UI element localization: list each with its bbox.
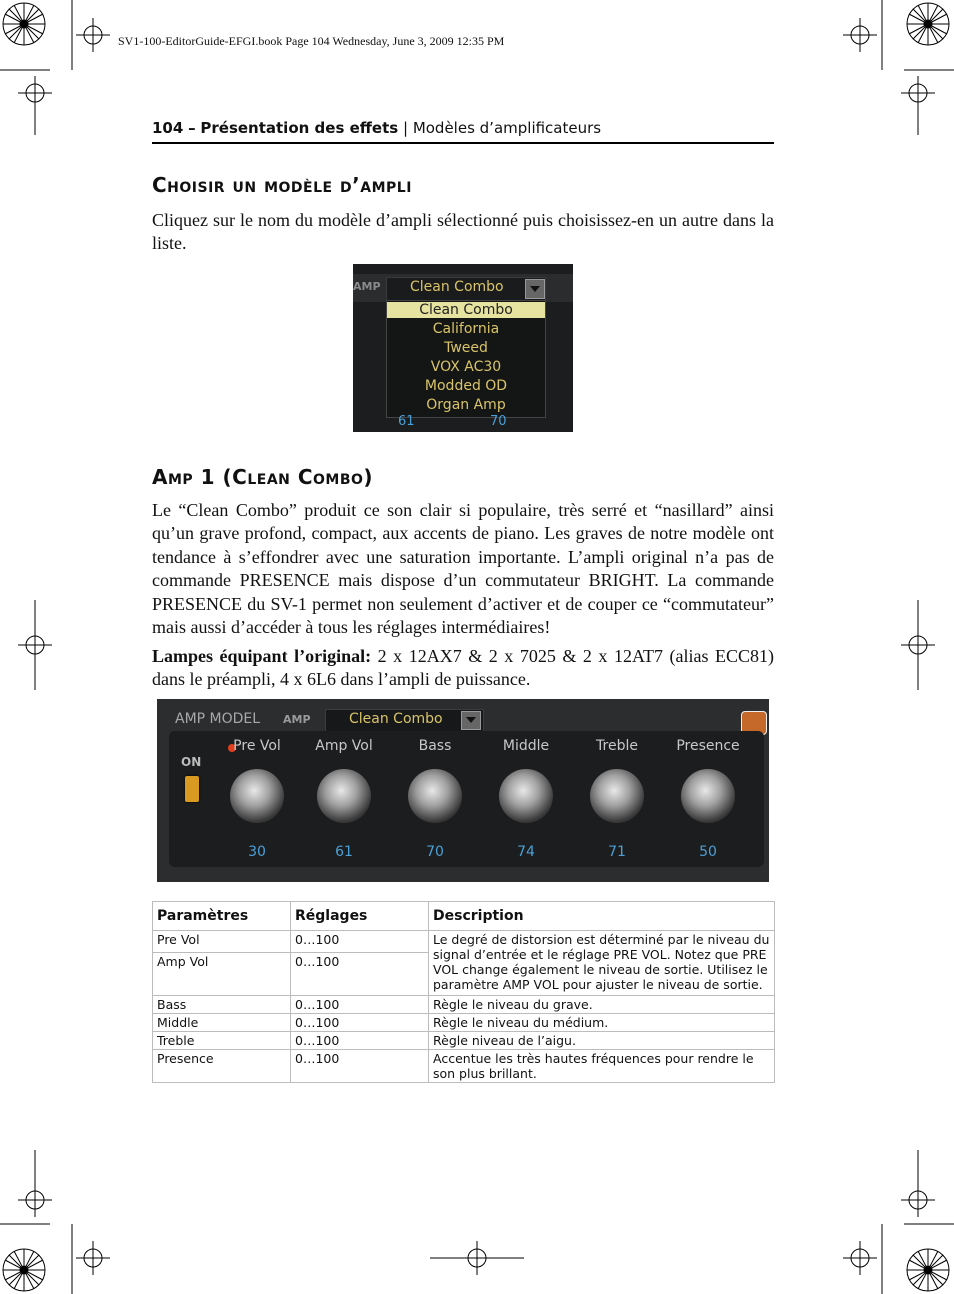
knob-presence[interactable] bbox=[681, 769, 735, 823]
tubes-paragraph bbox=[152, 645, 774, 692]
dropdown-screenshot bbox=[353, 264, 573, 432]
range-cell: 0…100 bbox=[291, 996, 429, 1014]
header-section: Présentation des effets bbox=[200, 119, 399, 137]
knob-pre-vol[interactable] bbox=[230, 769, 284, 823]
running-header bbox=[152, 119, 774, 137]
column-header: Réglages bbox=[291, 902, 429, 931]
knob-value-middle: 74 bbox=[517, 844, 535, 860]
knob-middle[interactable] bbox=[499, 769, 553, 823]
knob-amp-vol[interactable] bbox=[317, 769, 371, 823]
starburst-bottom-right-icon bbox=[907, 1249, 949, 1291]
starburst-top-left-icon bbox=[3, 3, 45, 45]
model-option[interactable]: California bbox=[432, 321, 500, 337]
tubes-label: Lampes équipant l’original: bbox=[152, 646, 372, 666]
table-row bbox=[153, 996, 775, 1014]
knob-label-pre-vol: Pre Vol bbox=[233, 738, 281, 754]
knob-treble[interactable] bbox=[590, 769, 644, 823]
range-cell: 0…100 bbox=[291, 931, 429, 953]
model-option-list bbox=[386, 300, 546, 418]
range-cell: 0…100 bbox=[291, 953, 429, 996]
header-subsection: Modèles d’amplificateurs bbox=[412, 119, 602, 137]
knob-label-treble: Treble bbox=[596, 738, 638, 754]
param-cell: Pre Vol bbox=[153, 931, 291, 953]
knob-value-amp-vol: 61 bbox=[335, 844, 353, 860]
range-cell: 0…100 bbox=[291, 1050, 429, 1083]
knob-value: 70 bbox=[490, 414, 507, 429]
on-label: ON bbox=[181, 755, 202, 769]
header-rule bbox=[152, 142, 774, 144]
amp-model-value: Clean Combo bbox=[349, 711, 443, 727]
knob-value-treble: 71 bbox=[608, 844, 626, 860]
description-cell: Règle le niveau du médium. bbox=[429, 1014, 775, 1032]
table-row bbox=[153, 1032, 775, 1050]
table-row bbox=[153, 1050, 775, 1083]
param-cell: Treble bbox=[153, 1032, 291, 1050]
section-title-amp1: Amp 1 (Clean Combo) bbox=[152, 465, 374, 489]
column-header: Paramètres bbox=[153, 902, 291, 931]
param-cell: Bass bbox=[153, 996, 291, 1014]
description-cell: Accentue les très hautes fréquences pour rendre le son plus brillant. bbox=[429, 1050, 775, 1083]
header-dash: – bbox=[188, 119, 196, 137]
amp-panel-screenshot bbox=[157, 699, 769, 882]
knob-bass[interactable] bbox=[408, 769, 462, 823]
description-cell: Règle le niveau du grave. bbox=[429, 996, 775, 1014]
knob-label-amp-vol: Amp Vol bbox=[315, 738, 373, 754]
knob-label-middle: Middle bbox=[502, 738, 550, 754]
section-title-choose-model: Choisir un modèle d’ampli bbox=[152, 173, 412, 197]
knob-label-bass: Bass bbox=[418, 738, 452, 754]
amp-tag: AMP bbox=[283, 713, 311, 726]
starburst-bottom-left-icon bbox=[3, 1249, 45, 1291]
knob-label-presence: Presence bbox=[676, 738, 740, 754]
model-select-value: Clean Combo bbox=[410, 279, 504, 295]
chevron-down-icon[interactable] bbox=[525, 279, 545, 299]
starburst-top-right-icon bbox=[907, 3, 949, 45]
section-body-amp1: Le “Clean Combo” produit ce son clair si populaire, très serré et “nasillard” ainsi qu’un grave profond, compact, aux accents de piano. Les graves de notre modèle ont tendance à s’effondrer avec une saturation importante. L’ampli original n’a pas de commande PRESENCE mais dispose d’un commutateur BRIGHT. La commande PRESENCE du SV-1 permet non seulement d’activer et de couper ce “commutateur” mais aussi d’accéder à tous les réglages intermédiaires! bbox=[152, 500, 774, 638]
model-option[interactable]: Organ Amp bbox=[426, 397, 506, 413]
amp-label: AMP bbox=[353, 280, 381, 293]
description-cell: Le degré de distorsion est déterminé par le niveau du signal d’entrée et le réglage PRE VOL. Notez que PRE VOL change également le niveau de sortie. Utilisez le paramètre AMP VOL pour ajuster le niveau de sortie. bbox=[429, 931, 775, 996]
param-cell: Presence bbox=[153, 1050, 291, 1083]
range-cell: 0…100 bbox=[291, 1014, 429, 1032]
book-slug: SV1-100-EditorGuide-EFGI.book Page 104 Wednesday, June 3, 2009 12:35 PM bbox=[118, 34, 505, 48]
knob-value-bass: 70 bbox=[426, 844, 444, 860]
param-cell: Amp Vol bbox=[153, 953, 291, 996]
description-cell: Règle niveau de l’aigu. bbox=[429, 1032, 775, 1050]
knob-value-presence: 50 bbox=[699, 844, 717, 860]
page-number: 104 bbox=[152, 119, 184, 137]
chevron-down-icon[interactable] bbox=[461, 711, 481, 730]
tubes-text: 2 x 12AX7 & 2 x 7025 & 2 x 12AT7 (alias ECC81) dans le préampli, 4 x 6L6 dans l’ampli de puissance. bbox=[152, 646, 774, 690]
table-row bbox=[153, 1014, 775, 1032]
model-option[interactable]: Clean Combo bbox=[387, 302, 545, 318]
column-header: Description bbox=[429, 902, 775, 931]
parameter-table bbox=[152, 901, 775, 1083]
table-header-row bbox=[153, 902, 775, 931]
amp-model-title: AMP MODEL bbox=[175, 711, 261, 727]
on-switch[interactable] bbox=[185, 776, 199, 802]
header-separator: | bbox=[402, 119, 409, 137]
table-row bbox=[153, 931, 775, 953]
knob-value-pre-vol: 30 bbox=[248, 844, 266, 860]
param-cell: Middle bbox=[153, 1014, 291, 1032]
model-option[interactable]: Modded OD bbox=[424, 378, 508, 394]
range-cell: 0…100 bbox=[291, 1032, 429, 1050]
knob-value: 61 bbox=[398, 414, 415, 429]
model-option[interactable]: Tweed bbox=[444, 340, 488, 356]
section-body-choose-model: Cliquez sur le nom du modèle d’ampli sélectionné puis choisissez-en un autre dans la liste. bbox=[152, 210, 774, 254]
model-option[interactable]: VOX AC30 bbox=[430, 359, 502, 375]
